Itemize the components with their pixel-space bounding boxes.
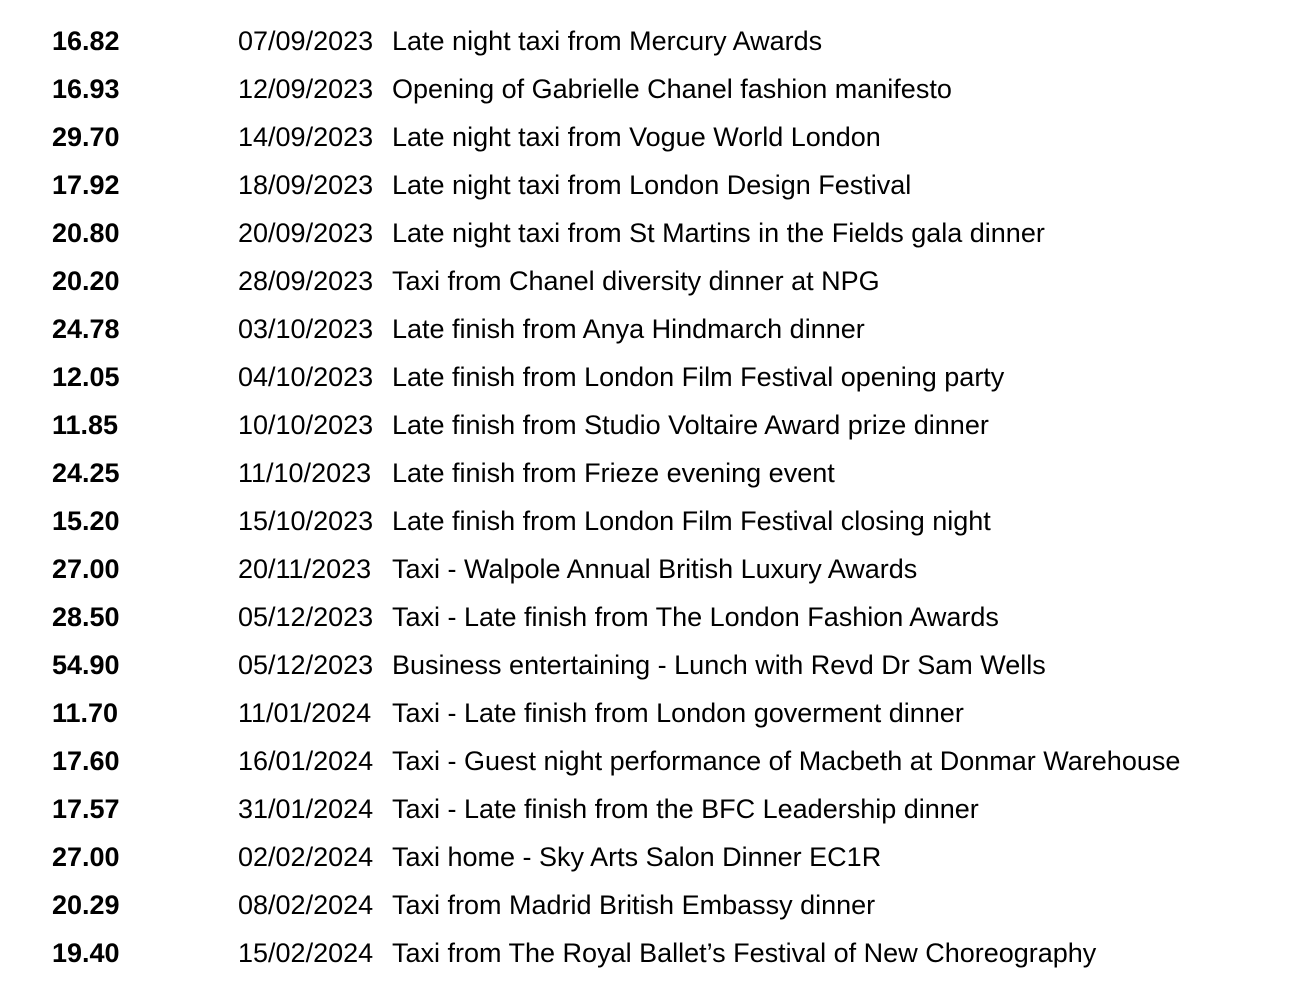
expense-amount: 27.00 xyxy=(52,842,120,872)
expense-date: 05/12/2023 xyxy=(238,602,374,632)
expense-date: 11/10/2023 xyxy=(238,458,372,488)
expense-description: Taxi - Walpole Annual British Luxury Awards xyxy=(392,554,918,584)
expense-amount: 17.60 xyxy=(52,746,120,776)
expense-description: Taxi - Late finish from the BFC Leadership dinner xyxy=(392,794,979,824)
expense-description: Taxi home - Sky Arts Salon Dinner EC1R xyxy=(392,842,882,872)
expense-date: 15/02/2024 xyxy=(238,938,374,968)
expense-date: 03/10/2023 xyxy=(238,314,374,344)
expense-date: 07/09/2023 xyxy=(238,26,374,56)
expense-date: 05/12/2023 xyxy=(238,650,374,680)
expense-amount: 12.05 xyxy=(52,362,120,392)
expense-row xyxy=(0,401,1298,449)
expense-description: Taxi from The Royal Ballet’s Festival of New Choreography xyxy=(392,938,1097,968)
expense-description: Taxi from Madrid British Embassy dinner xyxy=(392,890,876,920)
expense-amount: 20.29 xyxy=(52,890,120,920)
expense-row xyxy=(0,545,1298,593)
expense-description: Late night taxi from London Design Festival xyxy=(392,170,912,200)
expense-amount: 20.80 xyxy=(52,218,120,248)
expense-row xyxy=(0,737,1298,785)
expense-description: Late night taxi from Vogue World London xyxy=(392,122,881,152)
expense-amount: 16.82 xyxy=(52,26,120,56)
expense-date: 16/01/2024 xyxy=(238,746,374,776)
expense-row xyxy=(0,833,1298,881)
expense-date: 02/02/2024 xyxy=(238,842,374,872)
expense-description: Taxi - Guest night performance of Macbeth at Donmar Warehouse xyxy=(392,746,1181,776)
expense-description: Late finish from London Film Festival opening party xyxy=(392,362,1005,392)
expense-row xyxy=(0,353,1298,401)
expense-description: Late night taxi from Mercury Awards xyxy=(392,26,823,56)
expense-row xyxy=(0,17,1298,65)
expense-date: 12/09/2023 xyxy=(238,74,374,104)
expense-amount: 27.00 xyxy=(52,554,120,584)
expense-row xyxy=(0,65,1298,113)
expense-date: 14/09/2023 xyxy=(238,122,374,152)
expense-row xyxy=(0,113,1298,161)
expense-description: Taxi from Chanel diversity dinner at NPG xyxy=(392,266,880,296)
expense-description: Late finish from Anya Hindmarch dinner xyxy=(392,314,865,344)
expense-row xyxy=(0,305,1298,353)
expense-description: Business entertaining - Lunch with Revd Dr Sam Wells xyxy=(392,650,1046,680)
expense-amount: 20.20 xyxy=(52,266,120,296)
expense-row xyxy=(0,449,1298,497)
expense-date: 08/02/2024 xyxy=(238,890,374,920)
expense-amount: 17.92 xyxy=(52,170,120,200)
expense-description: Late finish from Studio Voltaire Award prize dinner xyxy=(392,410,989,440)
expense-amount: 28.50 xyxy=(52,602,120,632)
expense-row xyxy=(0,929,1298,977)
expense-date: 10/10/2023 xyxy=(238,410,374,440)
expense-amount: 19.40 xyxy=(52,938,120,968)
expense-description: Late finish from Frieze evening event xyxy=(392,458,835,488)
expense-date: 18/09/2023 xyxy=(238,170,374,200)
expense-date: 28/09/2023 xyxy=(238,266,374,296)
expense-description: Late night taxi from St Martins in the Fields gala dinner xyxy=(392,218,1045,248)
expense-date: 11/01/2024 xyxy=(238,698,372,728)
expense-date: 20/11/2023 xyxy=(238,554,372,584)
expense-row xyxy=(0,593,1298,641)
expense-row xyxy=(0,641,1298,689)
expense-row xyxy=(0,497,1298,545)
expense-amount: 11.70 xyxy=(52,698,119,728)
expense-date: 20/09/2023 xyxy=(238,218,374,248)
expense-row xyxy=(0,209,1298,257)
expense-description: Opening of Gabrielle Chanel fashion manifesto xyxy=(392,74,952,104)
expense-description: Taxi - Late finish from London goverment dinner xyxy=(392,698,964,728)
expense-row xyxy=(0,689,1298,737)
expense-amount: 54.90 xyxy=(52,650,120,680)
expense-amount: 15.20 xyxy=(52,506,120,536)
expense-amount: 24.25 xyxy=(52,458,120,488)
expense-row xyxy=(0,257,1298,305)
expense-amount: 17.57 xyxy=(52,794,120,824)
expense-date: 15/10/2023 xyxy=(238,506,374,536)
expense-amount: 16.93 xyxy=(52,74,120,104)
expense-date: 31/01/2024 xyxy=(238,794,374,824)
expense-row xyxy=(0,785,1298,833)
expense-row xyxy=(0,881,1298,929)
expense-description: Late finish from London Film Festival closing night xyxy=(392,506,991,536)
expense-description: Taxi - Late finish from The London Fashion Awards xyxy=(392,602,999,632)
expense-amount: 11.85 xyxy=(52,410,119,440)
expense-amount: 29.70 xyxy=(52,122,120,152)
expense-date: 04/10/2023 xyxy=(238,362,374,392)
expense-amount: 24.78 xyxy=(52,314,120,344)
expense-row xyxy=(0,161,1298,209)
